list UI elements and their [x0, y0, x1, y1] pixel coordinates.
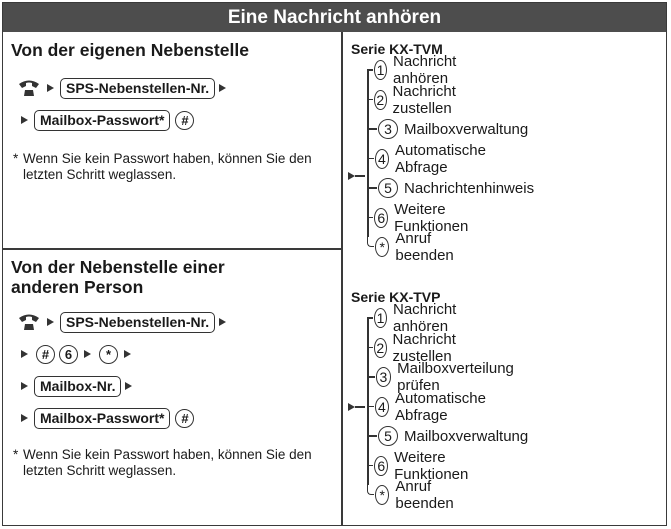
arrow-icon — [124, 350, 131, 358]
mailbox-password-key: Mailbox-Passwort* — [34, 408, 170, 429]
menu-item-label: Mailboxverwaltung — [404, 120, 529, 138]
menu-item-label: Nachricht zustellen — [392, 82, 456, 117]
menu-number-circle: 6 — [374, 208, 388, 228]
arrow-icon — [21, 350, 28, 358]
menu-item-label: Mailboxverwaltung — [404, 427, 529, 445]
menu-number-circle: 2 — [374, 90, 387, 110]
mailbox-number-key: Mailbox-Nr. — [34, 376, 121, 397]
other-note-text: Wenn Sie kein Passwort haben, können Sie den letzten Schritt weglassen. — [23, 447, 312, 478]
menu-item — [367, 200, 478, 235]
menu-item-label: Automatische Abfrage — [395, 141, 486, 176]
menu-item — [367, 425, 528, 447]
menu-item — [367, 230, 462, 264]
menu-item — [367, 448, 478, 483]
sps-extension-key: SPS-Nebenstellen-Nr. — [60, 312, 215, 333]
menu-item-label: Nachricht anhören — [392, 301, 457, 335]
sps-extension-key: SPS-Nebenstellen-Nr. — [60, 78, 215, 99]
star-key: * — [99, 345, 118, 364]
menu-item-label: Nachricht zustellen — [392, 330, 456, 365]
menu-number-circle: 1 — [374, 308, 387, 328]
menu-item — [367, 141, 495, 176]
arrow-icon — [84, 350, 91, 358]
six-key: 6 — [59, 345, 78, 364]
other-step-3 — [17, 373, 138, 399]
other-note — [13, 447, 328, 479]
hash-key: # — [36, 345, 55, 364]
menu-number-circle: 4 — [375, 397, 389, 417]
other-step-1 — [17, 309, 232, 335]
arrow-icon — [21, 116, 28, 124]
mailbox-password-key: Mailbox-Passwort* — [34, 110, 170, 131]
menu-item-label: Anruf beenden — [395, 230, 454, 264]
menu-number-circle: 6 — [374, 456, 388, 476]
own-note-text: Wenn Sie kein Passwort haben, können Sie den letzten Schritt weglassen. — [23, 151, 312, 182]
menu-number-circle: 5 — [378, 426, 398, 446]
menu-item — [367, 177, 534, 199]
menu-number-circle: 3 — [376, 367, 392, 387]
own-extension-heading: Von der eigenen Nebenstelle — [11, 40, 249, 60]
menu-item — [367, 118, 528, 140]
menu-item — [367, 330, 467, 365]
menu-number-circle: 2 — [374, 338, 387, 358]
arrow-icon — [47, 84, 54, 92]
arrow-icon — [21, 414, 28, 422]
hash-key: # — [175, 409, 194, 428]
other-step-2 — [17, 341, 137, 367]
menu-number-circle: 4 — [375, 149, 389, 169]
tvp-heading: Serie KX-TVP — [351, 289, 441, 305]
own-step-2 — [17, 107, 196, 133]
menu-item — [367, 360, 521, 394]
tvp-current-pointer — [348, 403, 365, 411]
handset-offhook-icon — [17, 312, 41, 332]
arrow-icon — [219, 318, 226, 326]
menu-item — [367, 82, 467, 117]
other-step-4 — [17, 405, 196, 431]
note-star: * — [13, 447, 19, 462]
note-star: * — [13, 151, 19, 166]
menu-number-circle: 3 — [378, 119, 398, 139]
arrow-icon — [125, 382, 132, 390]
instruction-card — [2, 2, 667, 526]
section-divider — [3, 248, 341, 250]
own-note — [13, 151, 328, 183]
pointer-arrow-icon — [348, 172, 355, 180]
other-extension-heading-1: Von der Nebenstelle einer — [11, 257, 225, 277]
menu-number-circle: 1 — [374, 60, 387, 80]
own-step-1 — [17, 75, 232, 101]
menu-number-circle: * — [375, 485, 389, 505]
menu-item-label: Nachrichtenhinweis — [404, 179, 535, 197]
menu-item-label: Automatische Abfrage — [395, 389, 486, 424]
tvm-current-pointer — [348, 172, 365, 180]
menu-item — [367, 478, 462, 512]
menu-item-label: Anruf beenden — [395, 478, 454, 512]
menu-item — [367, 53, 467, 87]
menu-item-label: Nachricht anhören — [392, 53, 457, 87]
arrow-icon — [21, 382, 28, 390]
tvm-heading: Serie KX-TVM — [351, 41, 443, 57]
card-title: Eine Nachricht anhören — [3, 3, 666, 32]
other-extension-heading-2: anderen Person — [11, 277, 144, 297]
menu-number-circle: * — [375, 237, 389, 257]
hash-key: # — [175, 111, 194, 130]
handset-offhook-icon — [17, 78, 41, 98]
column-divider — [341, 32, 343, 525]
arrow-icon — [219, 84, 226, 92]
menu-item-label: Mailboxverteilung prüfen — [397, 360, 514, 394]
pointer-arrow-icon — [348, 403, 355, 411]
menu-item-label: Weitere Funktionen — [394, 200, 469, 235]
menu-number-circle: 5 — [378, 178, 398, 198]
arrow-icon — [47, 318, 54, 326]
menu-item — [367, 301, 467, 335]
menu-item — [367, 389, 495, 424]
menu-item-label: Weitere Funktionen — [394, 448, 469, 483]
